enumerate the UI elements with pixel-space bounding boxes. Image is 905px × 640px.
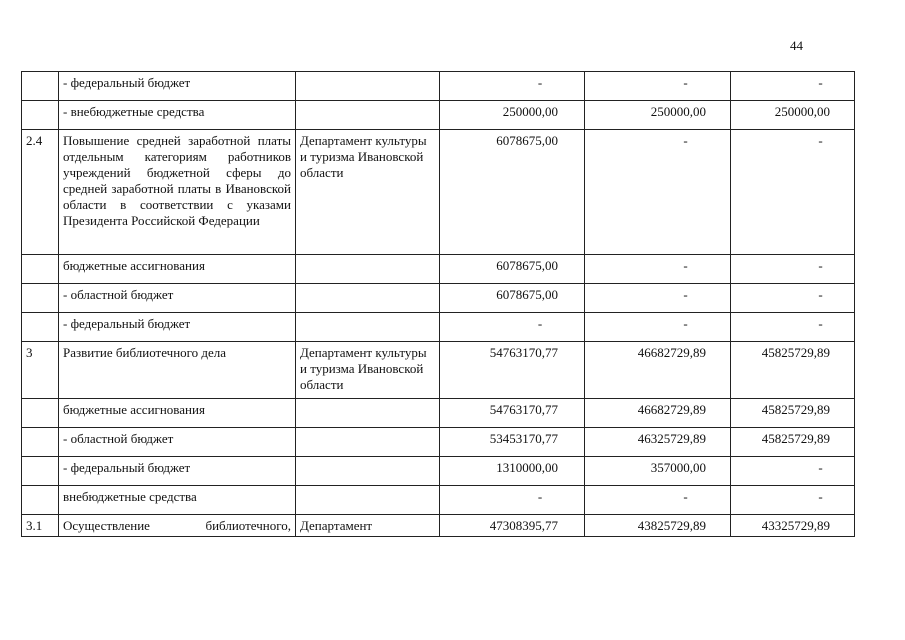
row-value-3-cell: 43325729,89	[731, 515, 855, 537]
row-name-cell: внебюджетные средства	[59, 486, 296, 515]
row-value-3-cell: -	[731, 72, 855, 101]
row-name-cell: - областной бюджет	[59, 284, 296, 313]
table-row	[22, 342, 855, 399]
row-value-3-cell: -	[731, 284, 855, 313]
row-name-cell: бюджетные ассигнования	[59, 255, 296, 284]
row-number-cell	[22, 399, 59, 428]
row-number-cell: 3	[22, 342, 59, 399]
row-value-1-cell: 6078675,00	[440, 255, 585, 284]
row-number-cell	[22, 457, 59, 486]
table-row	[22, 457, 855, 486]
row-department-cell	[296, 101, 440, 130]
table-row	[22, 313, 855, 342]
row-value-2-cell: 46325729,89	[585, 428, 731, 457]
row-value-2-cell: -	[585, 313, 731, 342]
budget-table	[21, 71, 855, 537]
row-number-cell	[22, 313, 59, 342]
table-row	[22, 428, 855, 457]
row-department-cell	[296, 486, 440, 515]
row-value-2-cell: -	[585, 255, 731, 284]
row-department-cell	[296, 428, 440, 457]
row-name-cell: - внебюджетные средства	[59, 101, 296, 130]
table-row	[22, 72, 855, 101]
row-value-2-cell: 46682729,89	[585, 399, 731, 428]
row-value-1-cell: 1310000,00	[440, 457, 585, 486]
row-value-1-cell: 6078675,00	[440, 284, 585, 313]
table-row	[22, 101, 855, 130]
row-value-2-cell: 357000,00	[585, 457, 731, 486]
row-name-cell: Повышение средней заработной платы отдельным категориям работников учреждений бюджетной сферы до средней заработной платы в Ивановской области в соответствии с указами Президента Российской Федерации	[59, 130, 296, 255]
row-name-cell: Развитие библиотечного дела	[59, 342, 296, 399]
row-number-cell: 2.4	[22, 130, 59, 255]
row-value-3-cell: -	[731, 255, 855, 284]
row-value-2-cell: 46682729,89	[585, 342, 731, 399]
row-value-1-cell: 54763170,77	[440, 399, 585, 428]
row-name-cell: - федеральный бюджет	[59, 72, 296, 101]
row-value-2-cell: 250000,00	[585, 101, 731, 130]
row-department-cell	[296, 72, 440, 101]
row-department-cell	[296, 399, 440, 428]
row-value-1-cell: 53453170,77	[440, 428, 585, 457]
table-row	[22, 486, 855, 515]
row-department-cell: Департамент	[296, 515, 440, 537]
row-number-cell	[22, 284, 59, 313]
row-value-3-cell: 250000,00	[731, 101, 855, 130]
row-department-cell	[296, 457, 440, 486]
row-value-3-cell: -	[731, 130, 855, 255]
row-value-1-cell: 47308395,77	[440, 515, 585, 537]
table-row	[22, 130, 855, 255]
row-name-cell: бюджетные ассигнования	[59, 399, 296, 428]
row-value-2-cell: 43825729,89	[585, 515, 731, 537]
row-department-cell: Департамент культуры и туризма Ивановской области	[296, 130, 440, 255]
row-name-cell: - областной бюджет	[59, 428, 296, 457]
row-value-3-cell: 45825729,89	[731, 342, 855, 399]
row-department-cell	[296, 284, 440, 313]
row-value-2-cell: -	[585, 130, 731, 255]
row-department-cell: Департамент культуры и туризма Ивановской области	[296, 342, 440, 399]
page-number: 44	[790, 38, 803, 53]
row-value-2-cell: -	[585, 486, 731, 515]
row-value-1-cell: -	[440, 72, 585, 101]
row-name-cell: - федеральный бюджет	[59, 457, 296, 486]
row-value-3-cell: -	[731, 313, 855, 342]
row-value-1-cell: 250000,00	[440, 101, 585, 130]
row-value-1-cell: 54763170,77	[440, 342, 585, 399]
row-value-2-cell: -	[585, 72, 731, 101]
row-value-3-cell: -	[731, 486, 855, 515]
table-row	[22, 515, 855, 537]
row-number-cell	[22, 486, 59, 515]
row-value-1-cell: -	[440, 486, 585, 515]
row-department-cell	[296, 255, 440, 284]
row-value-3-cell: -	[731, 457, 855, 486]
row-value-1-cell: 6078675,00	[440, 130, 585, 255]
row-name-cell: - федеральный бюджет	[59, 313, 296, 342]
row-number-cell	[22, 255, 59, 284]
row-value-3-cell: 45825729,89	[731, 399, 855, 428]
row-number-cell	[22, 72, 59, 101]
row-department-cell	[296, 313, 440, 342]
row-number-cell	[22, 428, 59, 457]
row-value-2-cell: -	[585, 284, 731, 313]
row-number-cell: 3.1	[22, 515, 59, 537]
table-row	[22, 255, 855, 284]
table-row	[22, 284, 855, 313]
row-number-cell	[22, 101, 59, 130]
row-value-1-cell: -	[440, 313, 585, 342]
row-name-cell: Осуществление библиотечного,	[59, 515, 296, 537]
table-row	[22, 399, 855, 428]
row-value-3-cell: 45825729,89	[731, 428, 855, 457]
